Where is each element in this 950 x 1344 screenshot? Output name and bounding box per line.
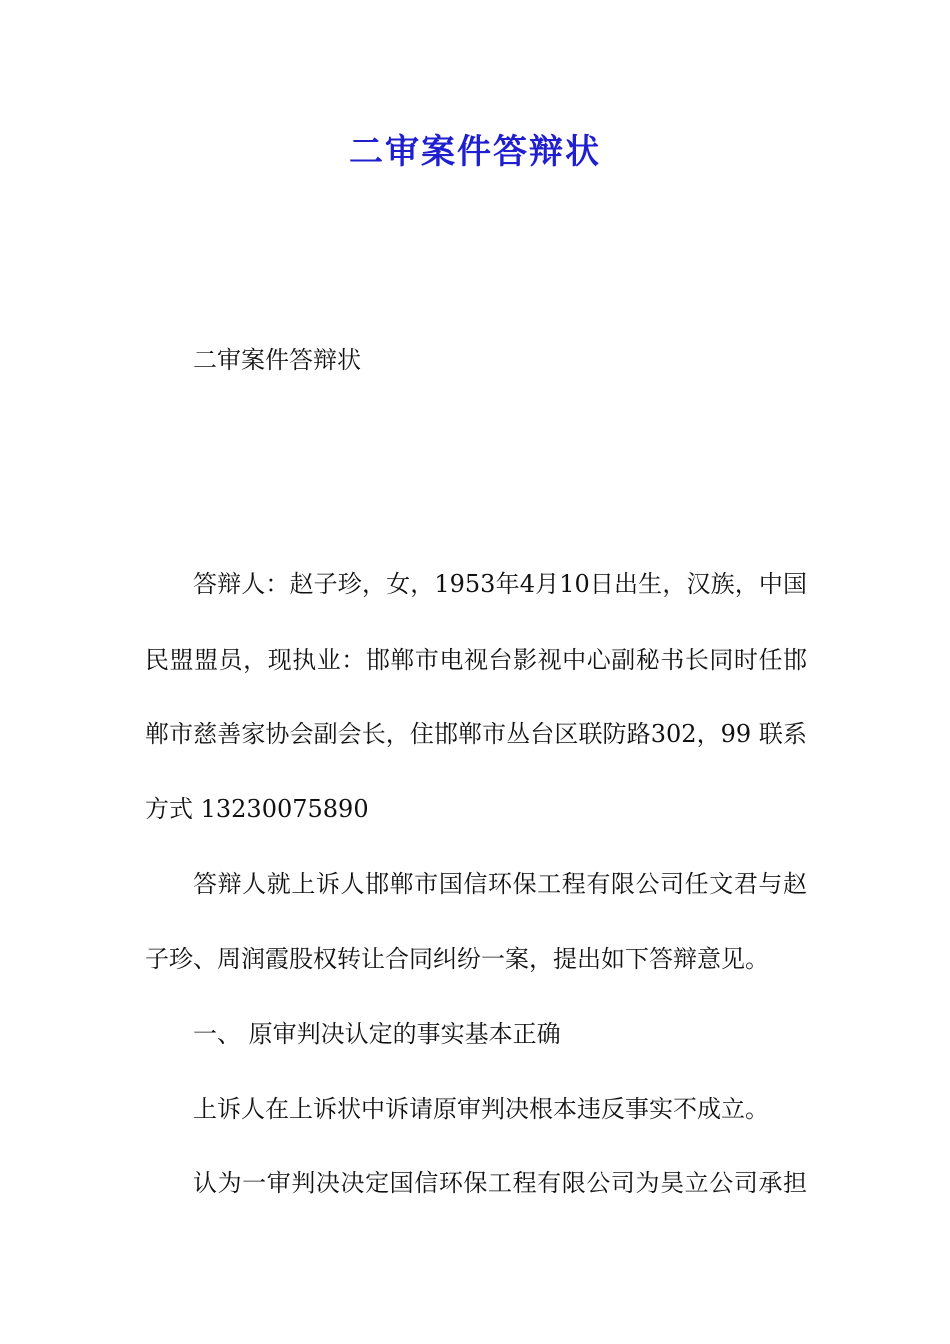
document-title: 二审案件答辩状 — [349, 132, 601, 172]
document-subtitle: 二审案件答辩状 — [193, 346, 361, 374]
body-line: 答辩人就上诉人邯郸市国信环保工程有限公司任文君与赵 — [193, 870, 807, 898]
body-line: 上诉人在上诉状中诉请原审判决根本违反事实不成立。 — [193, 1095, 769, 1123]
section-heading: 一、 原审判决认定的事实基本正确 — [193, 1020, 561, 1048]
body-line: 方式 13230075890 — [145, 795, 369, 823]
body-line: 民盟盟员，现执业：邯郸市电视台影视中心副秘书长同时任邯 — [145, 646, 807, 674]
body-line: 答辩人：赵子珍，女，1953年4月10日出生，汉族，中国 — [193, 570, 807, 598]
body-line: 认为一审判决决定国信环保工程有限公司为昊立公司承担 — [193, 1169, 807, 1197]
body-line: 郸市慈善家协会副会长，住邯郸市丛台区联防路302，99 联系 — [145, 720, 807, 748]
body-line: 子珍、周润霞股权转让合同纠纷一案，提出如下答辩意见。 — [145, 945, 769, 973]
